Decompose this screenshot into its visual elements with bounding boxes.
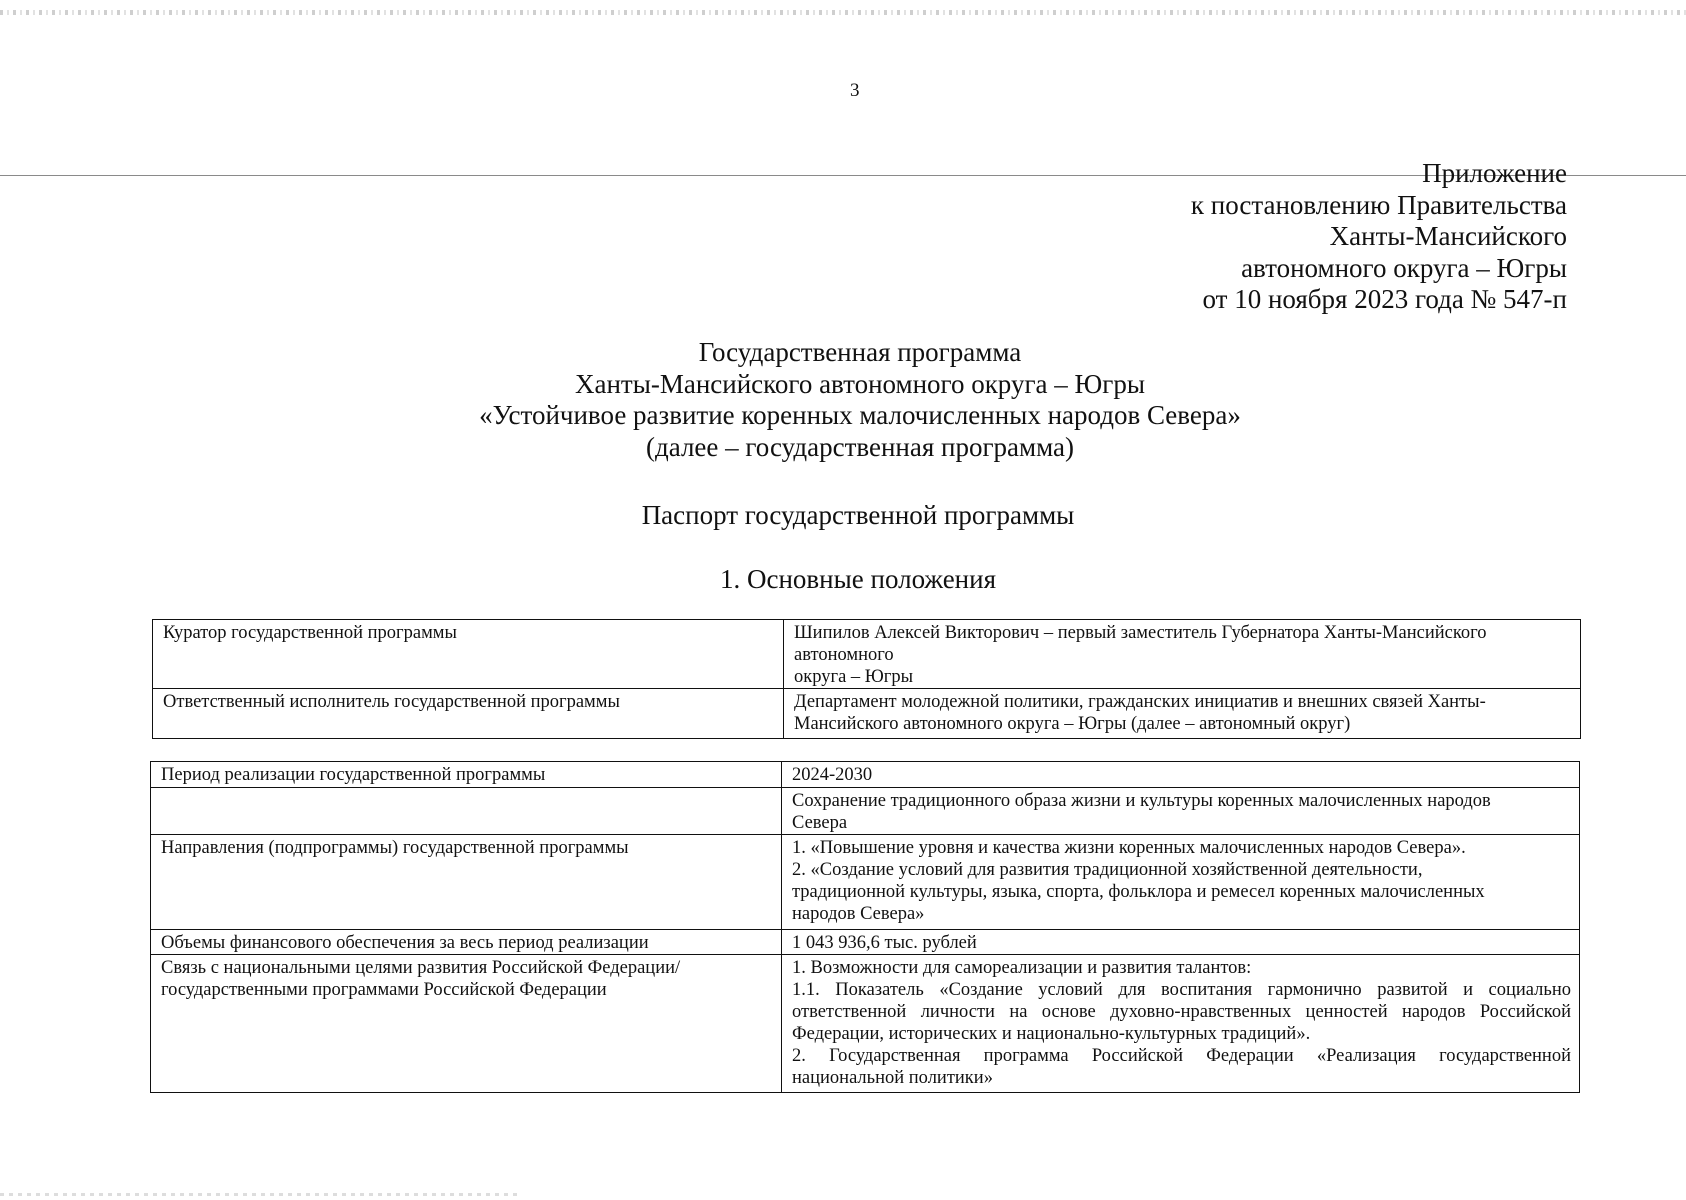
approval-line: от 10 ноября 2023 года № 547-п: [1202, 284, 1567, 314]
row-label: Ответственный исполнитель государственной программы: [153, 689, 784, 739]
scan-edge-bottom: [0, 1193, 520, 1196]
value-line: Департамент молодежной политики, гражданских инициатив и внешних связей Ханты-: [794, 692, 1486, 712]
value-paragraph: 2. Государственная программа Российской Федерации «Реализация государственной национальной политики»: [792, 1046, 1571, 1088]
approval-line: Ханты-Мансийского: [1329, 221, 1567, 251]
basic-info-table: [152, 619, 1581, 739]
table-row: [151, 762, 1580, 788]
row-value: [782, 835, 1580, 930]
title-line: (далее – государственная программа): [646, 431, 1074, 462]
value-line: автономного: [794, 645, 894, 665]
value-line: Шипилов Алексей Викторович – первый заместитель Губернатора Ханты-Мансийского: [794, 623, 1487, 643]
section-title: 1. Основные положения: [720, 564, 996, 594]
table-row: [151, 835, 1580, 930]
value-line: Сохранение традиционного образа жизни и культуры коренных малочисленных народов: [792, 791, 1491, 811]
program-details-table: [150, 761, 1580, 1093]
row-label: Куратор государственной программы: [153, 620, 784, 689]
title-line: «Устойчивое развитие коренных малочисленных народов Севера»: [479, 400, 1241, 430]
title-line: Государственная программа: [698, 337, 1022, 367]
value-line: 1. «Повышение уровня и качества жизни коренных малочисленных народов Севера».: [792, 838, 1466, 858]
table-row: [151, 955, 1580, 1093]
scan-edge-top: [0, 10, 1686, 15]
value-paragraph: 1.1. Показатель «Создание условий для воспитания гармонично развитой и социально ответственной личности на основе духовно-нравственных ценностей народов Российской Федерации, исторических и национально-культурных традиций».: [792, 980, 1571, 1044]
page-number: 3: [850, 80, 860, 101]
row-value: [782, 955, 1580, 1093]
table-row: [151, 788, 1580, 835]
row-label: Направления (подпрограммы) государственной программы: [151, 835, 782, 930]
approval-line: автономного округа – Югры: [1241, 252, 1567, 283]
value-line: округа – Югры: [794, 667, 914, 687]
label-line: Связь с национальными целями развития Российской Федерации/: [161, 958, 681, 978]
label-line: государственными программами Российской Федерации: [161, 980, 607, 1000]
row-label: [151, 788, 782, 835]
value-paragraph: 1. Возможности для самореализации и развития талантов:: [792, 958, 1252, 978]
row-label: Объемы финансового обеспечения за весь период реализации: [151, 930, 782, 955]
passport-title: Паспорт государственной программы: [641, 500, 1075, 530]
row-value: [784, 620, 1581, 689]
row-value: 1 043 936,6 тыс. рублей: [782, 930, 1580, 955]
table-row: [151, 930, 1580, 955]
value-line: традиционной культуры, языка, спорта, фольклора и ремесел коренных малочисленных: [792, 882, 1485, 902]
row-value: [784, 689, 1581, 739]
value-line: Мансийского автономного округа – Югры (далее – автономный округ): [794, 714, 1351, 734]
table-row: [153, 689, 1581, 739]
approval-line: к постановлению Правительства: [1190, 189, 1567, 220]
value-line: Севера: [792, 813, 848, 833]
approval-stamp: [1007, 158, 1567, 316]
value-line: 2. «Создание условий для развития традиционной хозяйственной деятельности,: [792, 860, 1423, 880]
row-value: [782, 788, 1580, 835]
row-label: [151, 955, 782, 1093]
row-value: 2024-2030: [782, 762, 1580, 788]
row-label: Период реализации государственной программы: [151, 762, 782, 788]
document-title: [0, 337, 1686, 463]
approval-line: Приложение: [1422, 158, 1567, 188]
value-line: народов Севера»: [792, 904, 925, 924]
title-line: Ханты-Мансийского автономного округа – Югры: [575, 368, 1145, 399]
table-row: [153, 620, 1581, 689]
